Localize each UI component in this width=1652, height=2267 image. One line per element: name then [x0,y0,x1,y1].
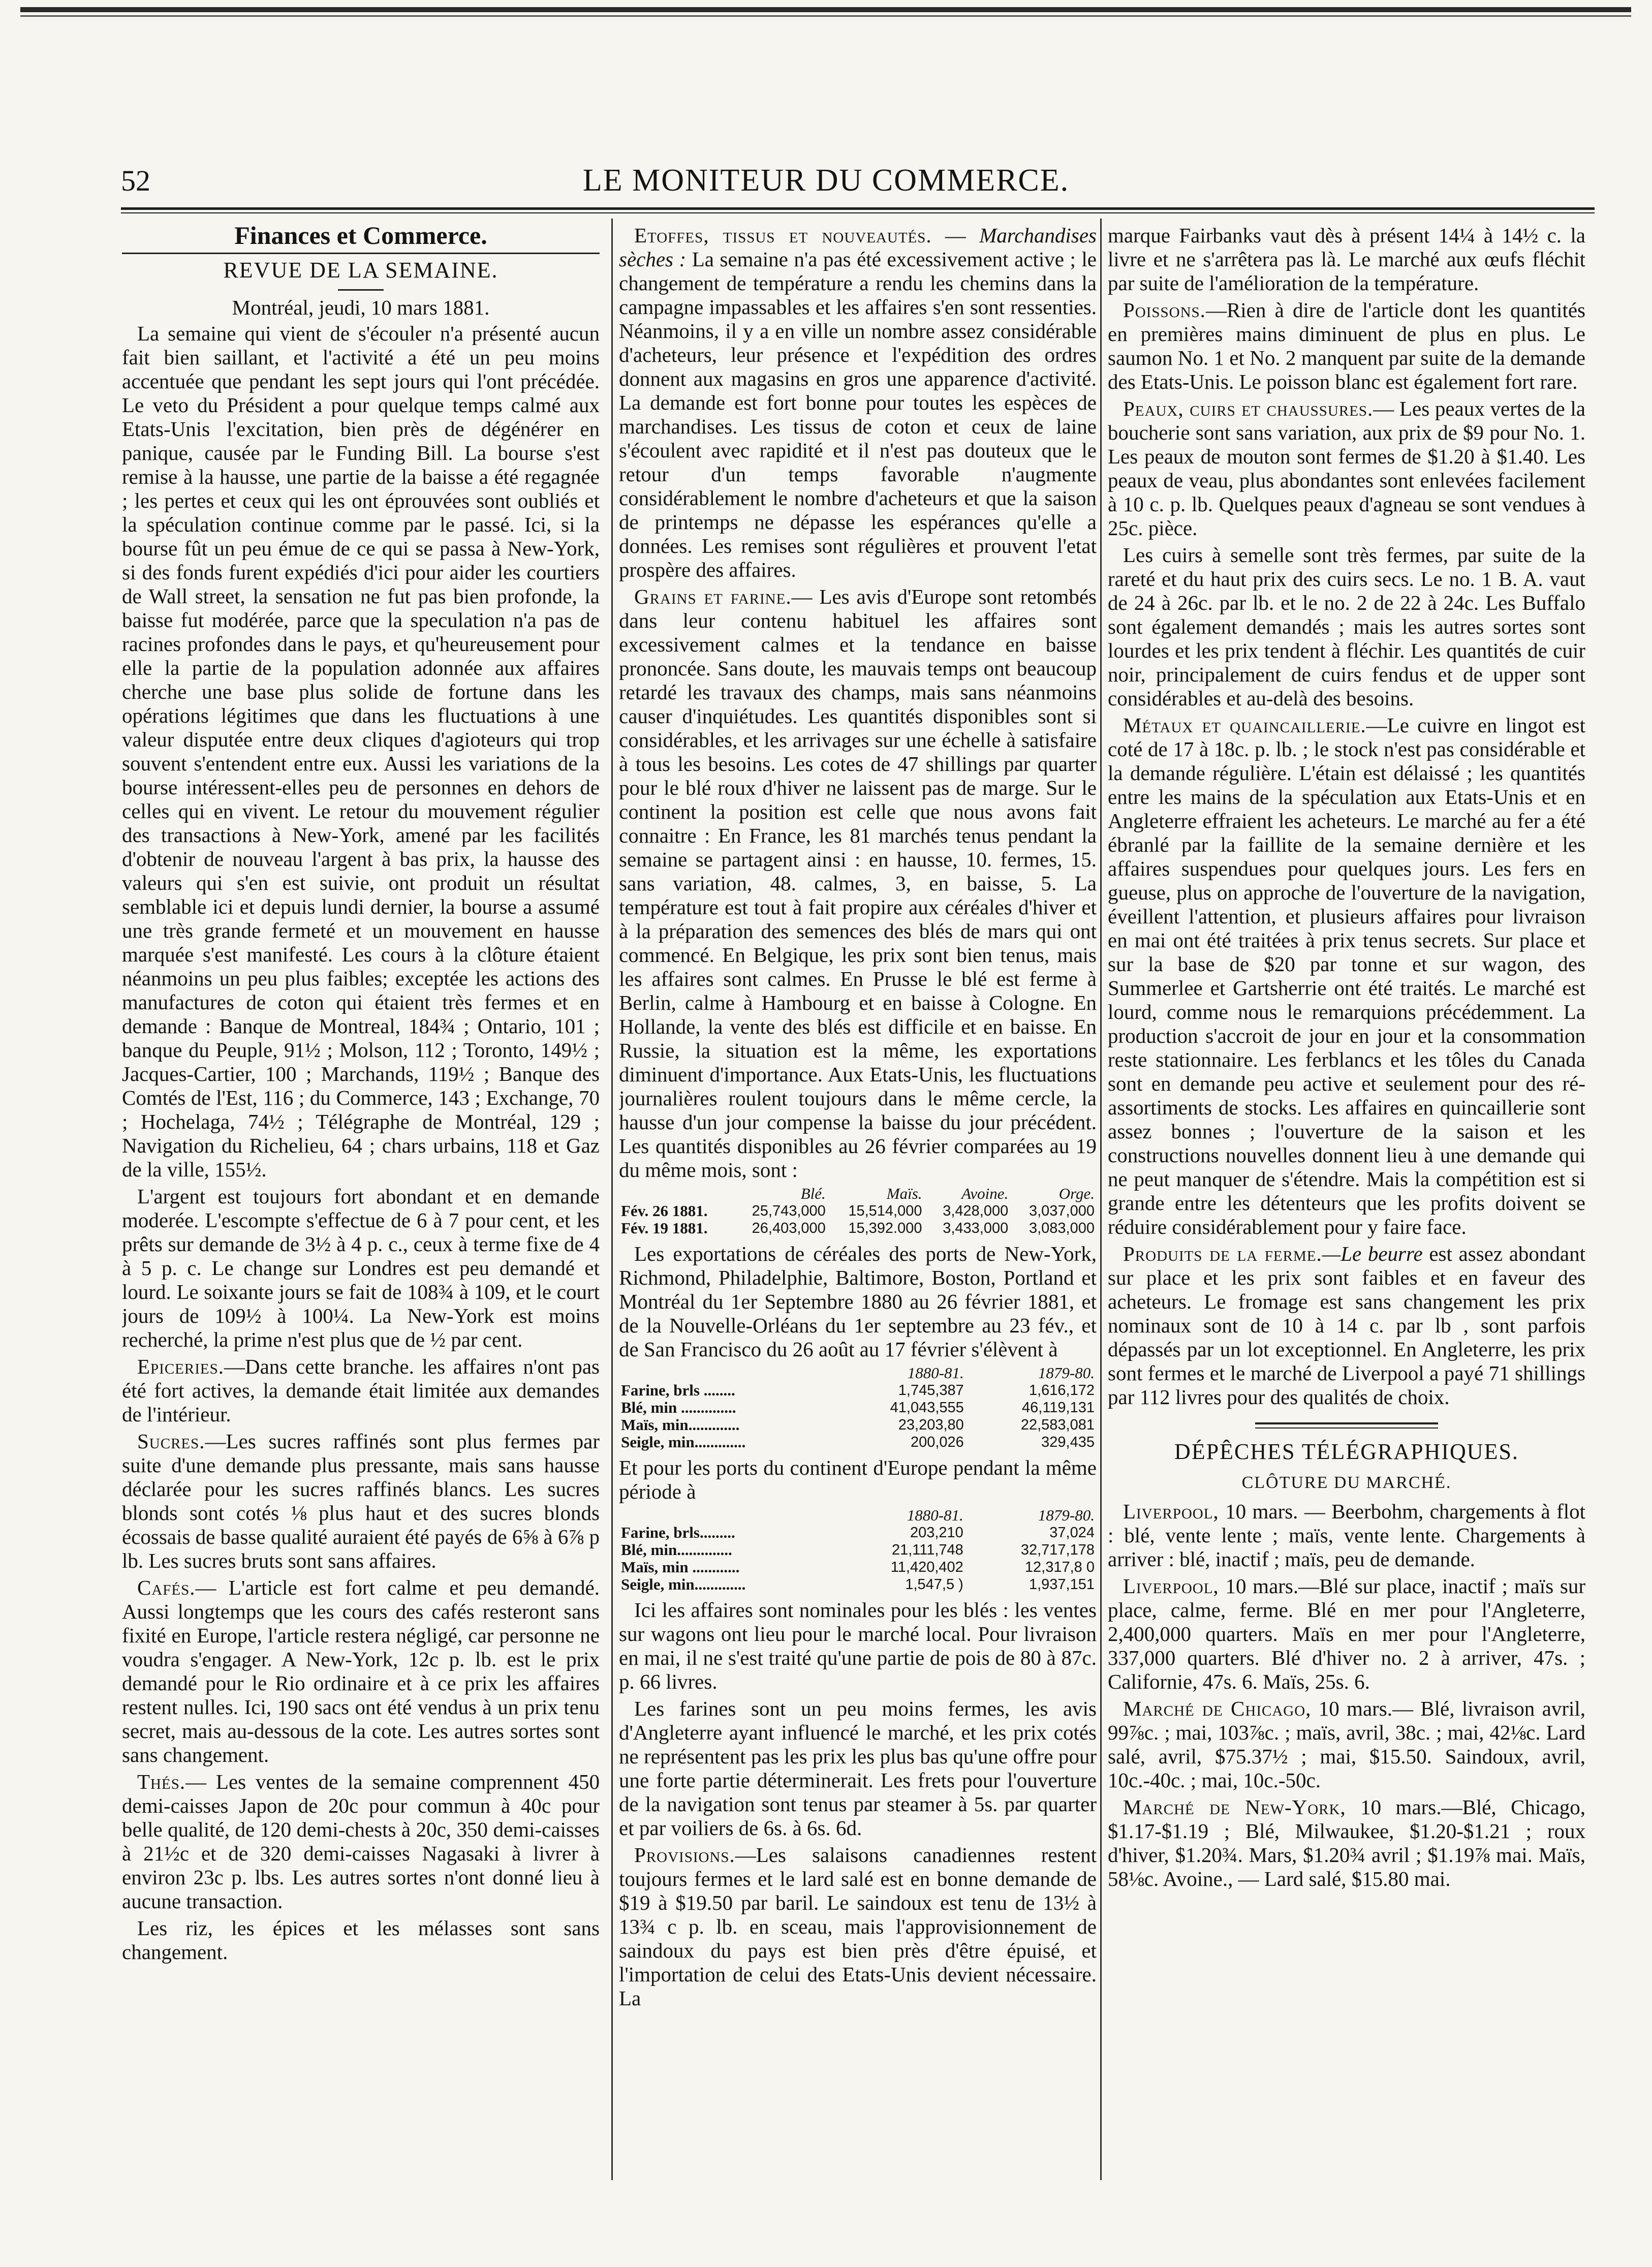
chicago-heading: Marché de Chicago, [1123,1697,1312,1720]
newyork-paragraph: Marché de New-York, 10 mars.—Blé, Chicago, $1.17-$1.19 ; Blé, Milwaukee, $1.20-$1.21 ; roux d'hiver, $1.20¾. Mars, $1.20¾ avril ; $1.19⅞ mai. Maïs, 58⅛c. Avoine., — Lard salé, $15.80 mai. [1108,1795,1585,1890]
etoffes-paragraph: Etoffes, tissus et nouveautés. — Marchandises sèches : La semaine n'a pas été excessivement active ; le changement de température a rendu les chemins dans la campagne impassables et les affaires s'en sont ressenties. Néanmoins, il y a en ville un nombre assez considérable d'acheteurs, leur présence et l'expédition des ordres donnent aux magasins en gros une apparence d'activité. La demande est fort bonne pour toutes les espèces de marchandises. Les tissus de coton et ceux de laine s'écoulent avec rapidité et il n'est pas douteux que le retour d'un temps favorable n'augmente considérablement le nombre d'acheteurs et que la saison de printemps ne dépasse les espérances qu'elle a données. Les remises sont régulières et prouvent l'etat prospère des affaires. [619,224,1097,581]
paragraph: Les riz, les épices et les mélasses sont sans changement. [122,1916,600,1964]
chicago-paragraph: Marché de Chicago, 10 mars.— Blé, livraison avril, 99⅞c. ; mai, 103⅞c. ; maïs, avril, 38c. ; mai, 42⅛c. Lard salé, avril, $75.37½ ; mai, $15.50. Saindoux, avril, 10c.-40c. ; mai, 10c.-50c. [1108,1697,1585,1792]
paragraph: La semaine qui vient de s'écouler n'a présenté aucun fait bien saillant, et l'activité a été un peu moins accentuée que pendant les sept jours qui l'ont précédée. Le veto du Président a pour quelque temps calmé aux Etats-Unis l'excitation, bien près de dégénérer en panique, causée par le Funding Bill. La bourse s'est remise à la hausse, une partie de la baisse a été regagnée ; les pertes et ceux qui les ont éprouvées sont oubliés et la spéculation continue comme par le passé. Ici, si la bourse fût un peu émue de ce qui se passa à New-York, si des fonds furent expédiés d'ici pour aider les courtiers de Wall street, la sensation ne fut pas bien profonde, la baisse fut modérée, parce que la speculation n'a pas de racines profondes dans le pays, et qu'heureusement pour elle la partie de la population adonnée aux affaires cherche une base plus solide de fortune dans les opérations légitimes que dans les fluctuations à une valeur disputée entre deux cliques d'agioteurs qui trop souvent s'entendent entre eux. Aussi les variations de la bourse intéressent-elles peu de personnes en dehors de celles qui en vivent. Le retour du mouvement régulier des transactions à New-York, amené par les facilités d'obtenir de nouveau l'argent à bas prix, la hausse des valeurs qui s'en est suivie, ont produit un résultat semblable ici et depuis lundi dernier, la bourse a assumé une très grande fermeté et un mouvement en hausse marquée s'est manifesté. Les cours à la clôture étaient néanmoins un peu plus faibles; exceptée les actions des manufactures de coton qui étaient très fermes et en demande : Banque de Montreal, 184¾ ; Ontario, 101 ; banque du Peuple, 91½ ; Molson, 112 ; Toronto, 149½ ; Jacques-Cartier, 100 ; Marchands, 119½ ; Banque des Comtés de l'Est, 116 ; du Commerce, 143 ; Exchange, 70 ; Hochelaga, 74½ ; Télégraphe de Montréal, 129 ; Navigation du Richelieu, 64 ; chars urbains, 118 et Gaz de la ville, 155½. [122,322,600,1181]
epiceries-paragraph: Epiceries.—Dans cette branche. les affaires n'ont pas été fort actives, la demande était limitée aux demandes de l'intérieur. [122,1355,600,1426]
dateline: Montréal, jeudi, 10 mars 1881. [232,296,490,319]
sucres-heading: Sucres. [137,1430,205,1453]
grains-paragraph: Grains et farine.— Les avis d'Europe sont retombés dans leur contenu habituel les affaires sont excessivement calmes et la tendance en baisse prononcée. Sans doute, les mauvais temps ont beaucoup retardé les travaux des champs, mais sans néanmoins causer d'inquiétudes. Les quantités disponibles sont si considérables, et les arrivages sur une échelle à satisfaire à tous les besoins. Les cotes de 47 shillings par quarter pour le blé roux d'hiver ne laissent pas de marge. Sur le continent la position est celle que nous avons fait connaitre : En France, les 81 marchés tenus pendant la semaine se partagent ainsi : en hausse, 10. fermes, 15. sans variation, 48. calmes, 3, en baisse, 5. La température est tout à fait propire aux céréales d'hiver et à la préparation des semences des blés de mars qui ont commencé. En Belgique, les prix sont bien tenus, mais les affaires sont calmes. En Prusse le blé est ferme à Berlin, calme à Hambourg et en baisse à Cologne. En Hollande, la vente des blés est difficile et en baisse. En Russie, la situation est la même, les exportations diminuent d'importance. Aux Etats-Unis, les fluctuations journalières roulent toujours dans le même cercle, la hausse d'un jour compense la baisse du jour précédent. Les quantités disponibles au 26 février comparées au 19 du même mois, sont : [619,585,1097,1182]
continent-table [619,1507,1097,1593]
produits-heading: Produits de la ferme. [1123,1242,1322,1265]
paragraph: Les cuirs à semelle sont très fermes, par suite de la rareté et du haut prix des cuirs secs. Le no. 1 B. A. vaut de 24 à 26c. par lb. et le no. 2 de 22 à 24c. Les Buffalo sont également demandés ; mais les autres sortes sont lourdes et les prix tendent à fléchir. Les quantités de cuir noir, principalement de cuirs fendus et de upper sont considérables et au-delà des besoins. [1108,543,1585,710]
table-row: Farine, brls ........ 1,745,387 1,616,172 [621,1381,1095,1399]
provisions-heading: Provisions. [634,1843,735,1867]
etoffes-heading: Etoffes, tissus et nouveautés. [634,224,932,247]
section-title: Finances et Commerce. [234,224,487,250]
table-row: Seigle, min............. 200,026 329,435 [621,1433,1095,1451]
table-row: Fév. 26 1881. 25,743,000 15,514,000 3,428,000 3,037,000 [621,1202,1095,1220]
liverpool-heading: Liverpool, [1123,1574,1219,1598]
table-row: Fév. 19 1881. 26,403,000 15,392.000 3,433,000 3,083,000 [621,1219,1095,1237]
paragraph: Ici les affaires sont nominales pour les blés : les ventes sur wagons ont lieu pour le marché local. Pour livraison en mai, il ne s'est traité qu'une partie de pois de 80 à 87c. p. 66 livres. [619,1598,1097,1693]
table-header-row: 1880-81. 1879-80. [907,1506,1095,1524]
table-row: Blé, min .............. 41,043,555 46,119,131 [621,1399,1095,1416]
table-row: Seigle, min............. 1,547,5 ) 1,937,151 [621,1575,1095,1593]
paragraph: Et pour les ports du continent d'Europe pendant la même période à [619,1456,1097,1503]
table-header-row: Blé. Maïs. Avoine. Orge. [800,1185,1095,1202]
metaux-heading: Métaux et quaincaillerie. [1123,713,1366,737]
section-rule [122,253,600,254]
short-rule [338,289,384,291]
column-2 [619,224,1097,2185]
stocks-table [619,1185,1097,1237]
cloture-title: CLÔTURE DU MARCHÉ. [1241,1473,1452,1492]
paragraph: marque Fairbanks vaut dès à présent 14¼ à 14½ c. la livre et ne s'arrêtera pas là. Le marché aux œufs fléchit par suite de l'amélioration de la température. [1108,224,1585,295]
paragraph: L'argent est toujours fort abondant et en demande moderée. L'escompte s'effectue de 6 à 7 pour cent, et les prêts sur demande de 3½ à 4 p. c., ceux à terme fixe de 4 à 5 p. c. Le change sur Londres est peu demandé et lourd. Le soixante jours se fait de 108¾ à 109, et le court jours de 109½ à 100¼. La New-York est moins recherché, la prime n'est plus que de ½ par cent. [122,1185,600,1351]
top-border-thin [20,15,1631,17]
cafes-heading: Cafés. [137,1576,196,1599]
page-number: 52 [121,164,150,197]
poissons-paragraph: Poissons.—Rien à dire de l'article dont les quantités en premières mains diminuent de plus en plus. Le saumon No. 1 et No. 2 manquent par suite de la demande des Etats-Unis. Le poisson blanc est également fort rare. [1108,298,1585,393]
column-1 [122,224,600,2185]
paragraph: Les exportations de céréales des ports de New-York, Richmond, Philadelphie, Baltimore, Boston, Portland et Montréal du 1er Septembre 1880 au 26 février 1881, et de la Nouvelle-Orléans du 1er septembre au 23 fév., et de San Francisco du 26 août au 17 février s'élèvent à [619,1242,1097,1361]
table-row: Maïs, min............. 23,203,80 22,583,081 [621,1416,1095,1434]
liverpool-heading: Liverpool, [1123,1500,1219,1523]
liverpool-2-paragraph: Liverpool, 10 mars.—Blé sur place, inactif ; maïs sur place, calme, ferme. Blé en mer pour l'Angleterre, 2,400,000 quarters. Maïs en mer pour l'Angleterre, 337,000 quarters. Blé d'hiver no. 2 à arriver, 47s. ; Californie, 47s. 6. Maïs, 25s. 6. [1108,1574,1585,1693]
thes-paragraph: Thés.— Les ventes de la semaine comprennent 450 demi-caisses Japon de 20c pour commun à 40c pour belle qualité, de 120 demi-chests à 20c, 350 demi-caisses à 21½c et de 320 demi-caisses Nagasaki à livrer à environ 23c p. lbs. Les autres sortes n'ont donné lieu à aucune transaction. [122,1770,600,1913]
table-row: Maïs, min ............ 11,420,402 12,317,8 0 [621,1558,1095,1576]
provisions-paragraph: Provisions.—Les salaisons canadiennes restent toujours fermes et le lard salé est en bonne demande de $19 à $19.50 par baril. Le saindoux est tenu de 13½ à 13¾ c p. lb. en sceau, mais l'approvisionnement de saindoux du pays est bien près d'être épuisé, et l'importation de celui des Etats-Unis devient nécessaire. La [619,1843,1097,2010]
produits-paragraph: Produits de la ferme.—Le beurre est assez abondant sur place et les prix sont faibles et en faveur des acheteurs. Le fromage est sans changement les prix nominaux sont de 10 à 14 c. par lb , sont parfois dépassés par un lot exceptionnel. En Angleterre, les prix sont fermes et le marché de Liverpool a payé 71 shillings par 112 livres pour des qualités de choix. [1108,1242,1585,1409]
exports-table [619,1364,1097,1451]
header-rule-thin [121,212,1595,213]
cafes-paragraph: Cafés.— L'article est fort calme et peu demandé. Aussi longtemps que les cours des cafés resteront sans fixité en Europe, l'article restera négligé, car personne ne voudra s'engager. A New-York, 12c p. lb. est le prix demandé pour le Rio ordinaire et à ce prix les affaires restent nulles. Ici, 190 sacs ont été vendus à un prix tenu secret, mais au-dessous de la cote. Les autres sortes sont sans changement. [122,1576,600,1766]
peaux-paragraph: Peaux, cuirs et chaussures.— Les peaux vertes de la boucherie sont sans variation, aux prix de $9 pour No. 1. Les peaux de mouton sont fermes de $1.20 à $1.40. Les peaux de veau, plus abondantes sont enlevées facilement à 10 c. p. lb. Quelques peaux d'agneau se sont vendues à 25c. pièce. [1108,397,1585,540]
column-3 [1108,224,1585,2185]
epiceries-heading: Epiceries. [137,1355,224,1378]
liverpool-1-paragraph: Liverpool, 10 mars. — Beerbohm, chargements à flot : blé, vente lente ; maïs, vente lente. Chargements à arriver : blé, inactif ; maïs, peu de demande. [1108,1500,1585,1571]
paragraph: Les farines sont un peu moins fermes, les avis d'Angleterre ayant influencé le marché, et les prix cotés ne représentent pas les prix les plus bas qu'une offre pour une forte partie déterminerait. Les frets pour l'ouverture de la navigation sont tenus par steamer à 5s. par quarter et par voiliers de 6s. à 6s. 6d. [619,1697,1097,1840]
grains-heading: Grains et farine. [634,585,792,608]
column-divider-1 [611,219,613,2180]
section-divider [1255,1422,1438,1428]
peaux-heading: Peaux, cuirs et chaussures. [1123,397,1374,420]
sucres-paragraph: Sucres.—Les sucres raffinés sont plus fermes par suite d'une demande plus pressante, mais sans hausse déclarée pour les sucres raffinés blancs. Les sucres blonds sont cotés ⅛ plus haut et des sucres blonds écossais de basse qualité auraient été payés de 6⅝ à 6⅞ p lb. Les sucres bruts sont sans affaires. [122,1430,600,1572]
metaux-paragraph: Métaux et quaincaillerie.—Le cuivre en lingot est coté de 17 à 18c. p. lb. ; le stock n'est pas considérable et la demande régulière. L'étain est délaissé ; les quantités entre les mains de la spéculation aux Etats-Unis et en Angleterre effraient les acheteurs. Le marché au fer a été ébranlé par la faillite de la semaine dernière et les affaires suspendues pour quelques jours. Les fers en gueuse, plus on approche de l'ouverture de la navigation, éveillent l'attention, et plusieurs affaires pour livraison en mai ont été traitées à prix tenus secrets. Sur place et sur la base de $20 par tonne et sur wagon, des Summerlee et Gartsherrie ont été traités. Le marché est lourd, comme nous le remarquions précédemment. La production s'accroit de jour en jour et la consommation reste stationnaire. Les ferblancs et les tôles du Canada sont en demande peu active et seulement pour des ré-assortiments de stocks. Les affaires en quincaillerie sont assez bonnes ; l'ouverture de la saison et les constructions nouvelles donnent lieu à une demande qui ne peut manquer de s'étendre. Mais la compétition est si grande entre les détenteurs que les profits doivent se réduire considérablement pour y faire face. [1108,713,1585,1238]
table-row: Blé, min.............. 21,111,748 32,717,178 [621,1541,1095,1559]
poissons-heading: Poissons. [1123,298,1206,322]
newyork-heading: Marché de New-York, [1123,1795,1346,1819]
section-subtitle: REVUE DE LA SEMAINE. [223,258,498,283]
header-rule [121,207,1595,210]
depeches-title: DÉPÊCHES TÉLÉGRAPHIQUES. [1174,1439,1519,1464]
column-divider-2 [1100,219,1102,2180]
thes-heading: Thés. [137,1770,186,1793]
top-border [20,7,1631,12]
table-row: Farine, brls......... 203,210 37,024 [621,1524,1095,1541]
table-header-row: 1880-81. 1879-80. [907,1364,1095,1382]
masthead: LE MONITEUR DU COMMERCE. [582,163,1070,198]
